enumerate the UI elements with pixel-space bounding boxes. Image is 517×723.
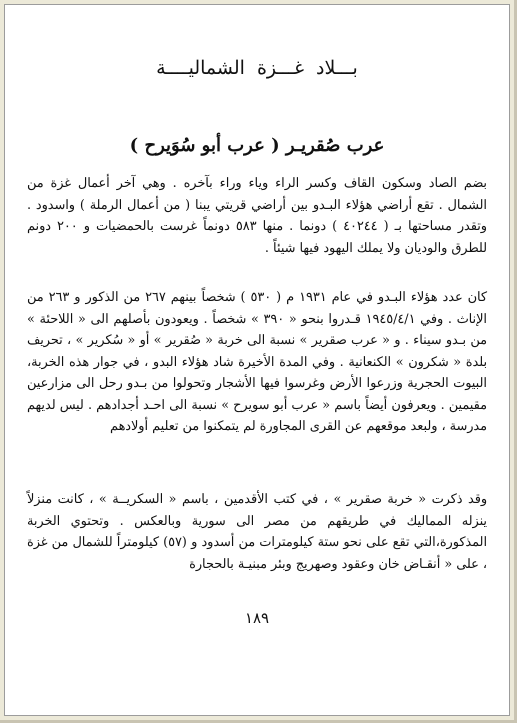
- book-page: [4, 4, 510, 716]
- paragraph-2: كان عدد هؤلاء البـدو في عام ١٩٣١ م ( ٥٣٠ ) شخصاً بينهم ٢٦٧ من الذكور و ٢٦٣ من الإناث . وفي ١٩٤٥/٤/١ قـدروا بنحو « ٣٩٠ » شخصاً . ويعودون بأصلهم الى « اللاحئة » من بـدو سيناء . و « عرب صقرير » نسبة الى خربة « صُقرير » أو « سُكرير » ، تحريف بلدة « شكرون » الكنعانية . وفي المدة الأخيرة شاد هؤلاء البدو ، في جوار هذه الخربة، البيوت الحجرية وزرعوا الأرض وغرسوا فيها الأشجار وتحولوا من بـدو رحل الى مزارعين مقيمين . ويعرفون أيضاً باسم « عرب أبو سويرح » نسبة الى احـد أجدادهم . ليس لديهم مدرسة ، ولبعد موقعهم عن القرى المجاورة لم يتمكنوا من تعليم أولادهم: [27, 290, 487, 434]
- paragraph-1: بضم الصاد وسكون القاف وكسر الراء وياء وراء بآخره . وهي آخر أعمال غزة من الشمال . تقع أراضي هؤلاء البـدو بين أراضي قريتي يبنا ( من أعمال الرملة ) واسدود . وتقدر مساحتها بـ ( ٤٠٢٤٤ ) دونما . منها ٥٨٣ دونماً غرست بالحمضيات و ٢٠٠ دونم للطرق والوديان ولا يملك اليهود فيها شيئاً .: [27, 176, 487, 256]
- section-title: عرب صُقريـر ( عرب أبو سُوَيرح ): [129, 135, 385, 156]
- page-number: ١٨٩: [244, 609, 270, 627]
- running-header: بـــلاد غـــزة الشماليــــة: [156, 57, 358, 79]
- paragraph-3: وقد ذكرت « خربة صقرير » ، في كتب الأقدمين ، باسم « السكريــة » ، كانت منزلاً ينزله المماليك في طريقهم من مصر الى سورية وبالعكس . وتحتوي الخربة المذكورة،التي تقع على نحو ستة كيلومترات من أسدود و (٥٧) كيلومتراً للشمال من غزة ، على « أنقـاض خان وعقود وصهريج وبئر مبنيـة بالحجارة: [27, 492, 487, 572]
